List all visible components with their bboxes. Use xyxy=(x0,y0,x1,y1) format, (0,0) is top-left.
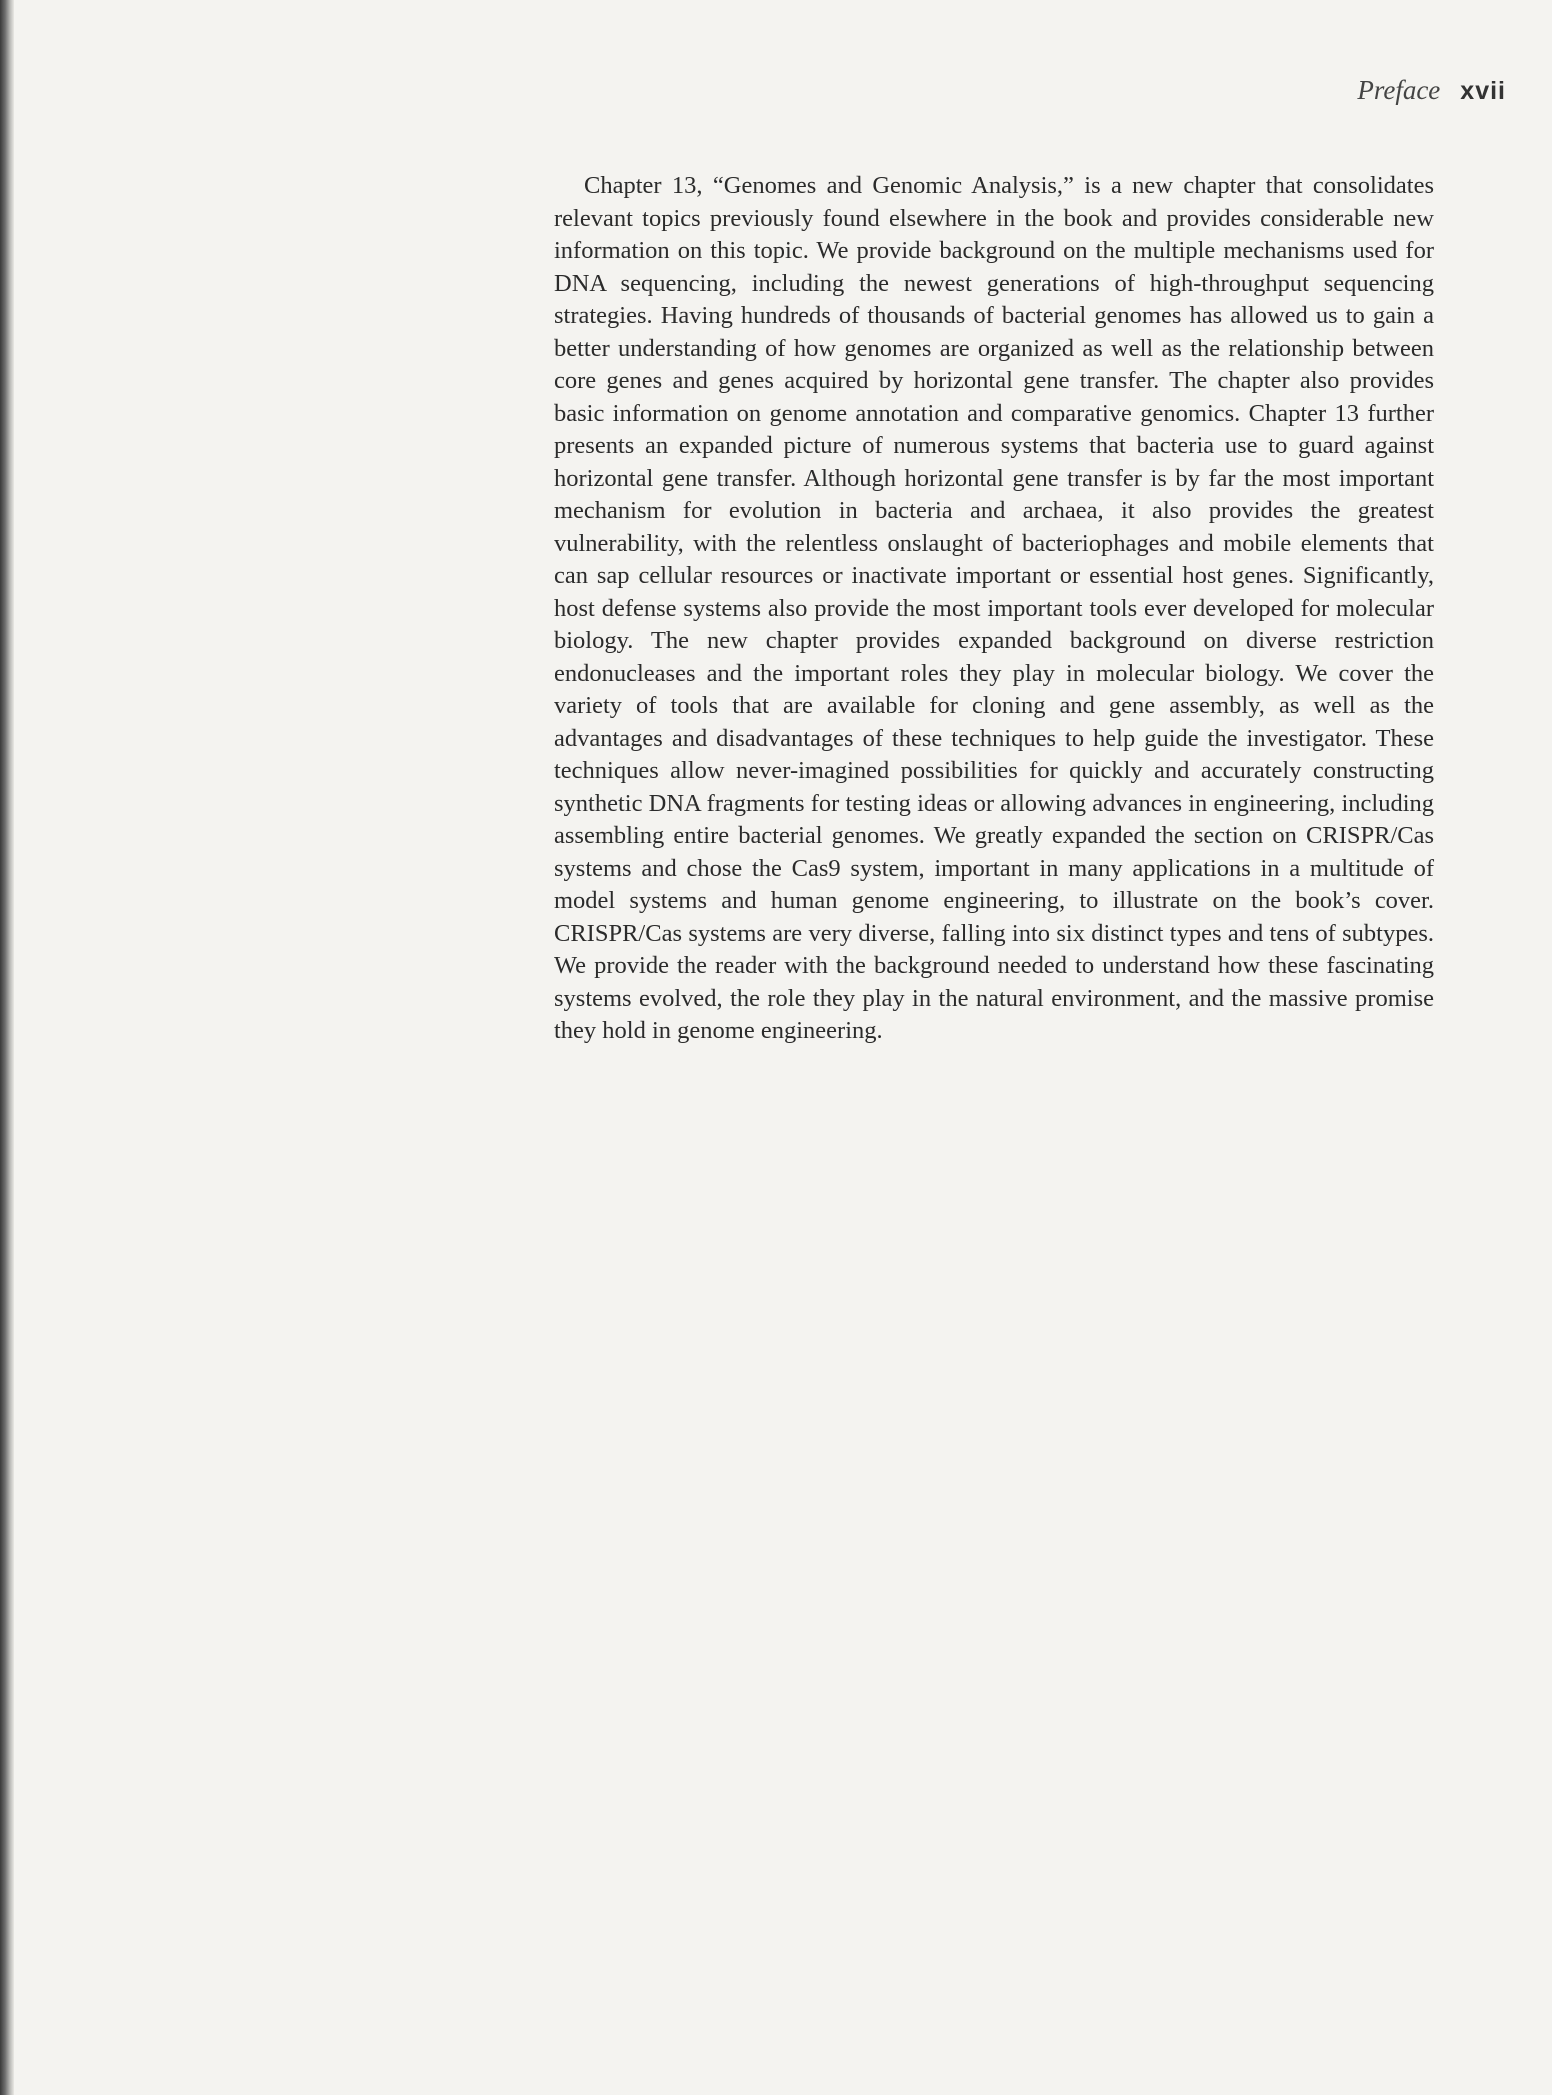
body-paragraph: Chapter 13, “Genomes and Genomic Analysis,” is a new chapter that consolidates relevant topics previously found elsewhere in the book and provides considerable new information on this topic. We provide background on the multiple mechanisms used for DNA sequencing, including the newest generations of high-throughput sequencing strategies. Having hundreds of thousands of bacterial genomes has allowed us to gain a better understanding of how genomes are organized as well as the relationship between core genes and genes acquired by horizontal gene transfer. The chapter also provides basic information on genome annotation and comparative genomics. Chapter 13 further presents an expanded picture of numerous systems that bacteria use to guard against horizontal gene transfer. Although horizontal gene transfer is by far the most important mechanism for evolution in bacteria and archaea, it also provides the greatest vulnerability, with the relentless onslaught of bacteriophages and mobile elements that can sap cellular resources or inactivate important or essential host genes. Significantly, host defense systems also provide the most important tools ever developed for molecular biology. The new chapter provides expanded background on diverse restriction endonucleases and the important roles they play in molecular biology. We cover the variety of tools that are available for cloning and gene assembly, as well as the advantages and disadvantages of these techniques to help guide the investigator. These techniques allow never-imagined possibilities for quickly and accurately constructing synthetic DNA fragments for testing ideas or allowing advances in engineering, including assembling entire bacterial genomes. We greatly expanded the section on CRISPR/Cas systems and chose the Cas9 system, important in many applications in a multitude of model systems and human genome engineering, to illustrate on the book’s cover. CRISPR/Cas systems are very diverse, falling into six distinct types and tens of subtypes. We provide the reader with the background needed to understand how these fascinating systems evolved, the role they play in the natural environment, and the massive promise they hold in genome engineering. xyxy=(554,172,1434,1044)
running-head-section: Preface xyxy=(1357,75,1441,105)
running-head xyxy=(1357,72,1506,113)
page-binding-edge xyxy=(0,0,14,2095)
page-number: xvii xyxy=(1460,77,1506,105)
